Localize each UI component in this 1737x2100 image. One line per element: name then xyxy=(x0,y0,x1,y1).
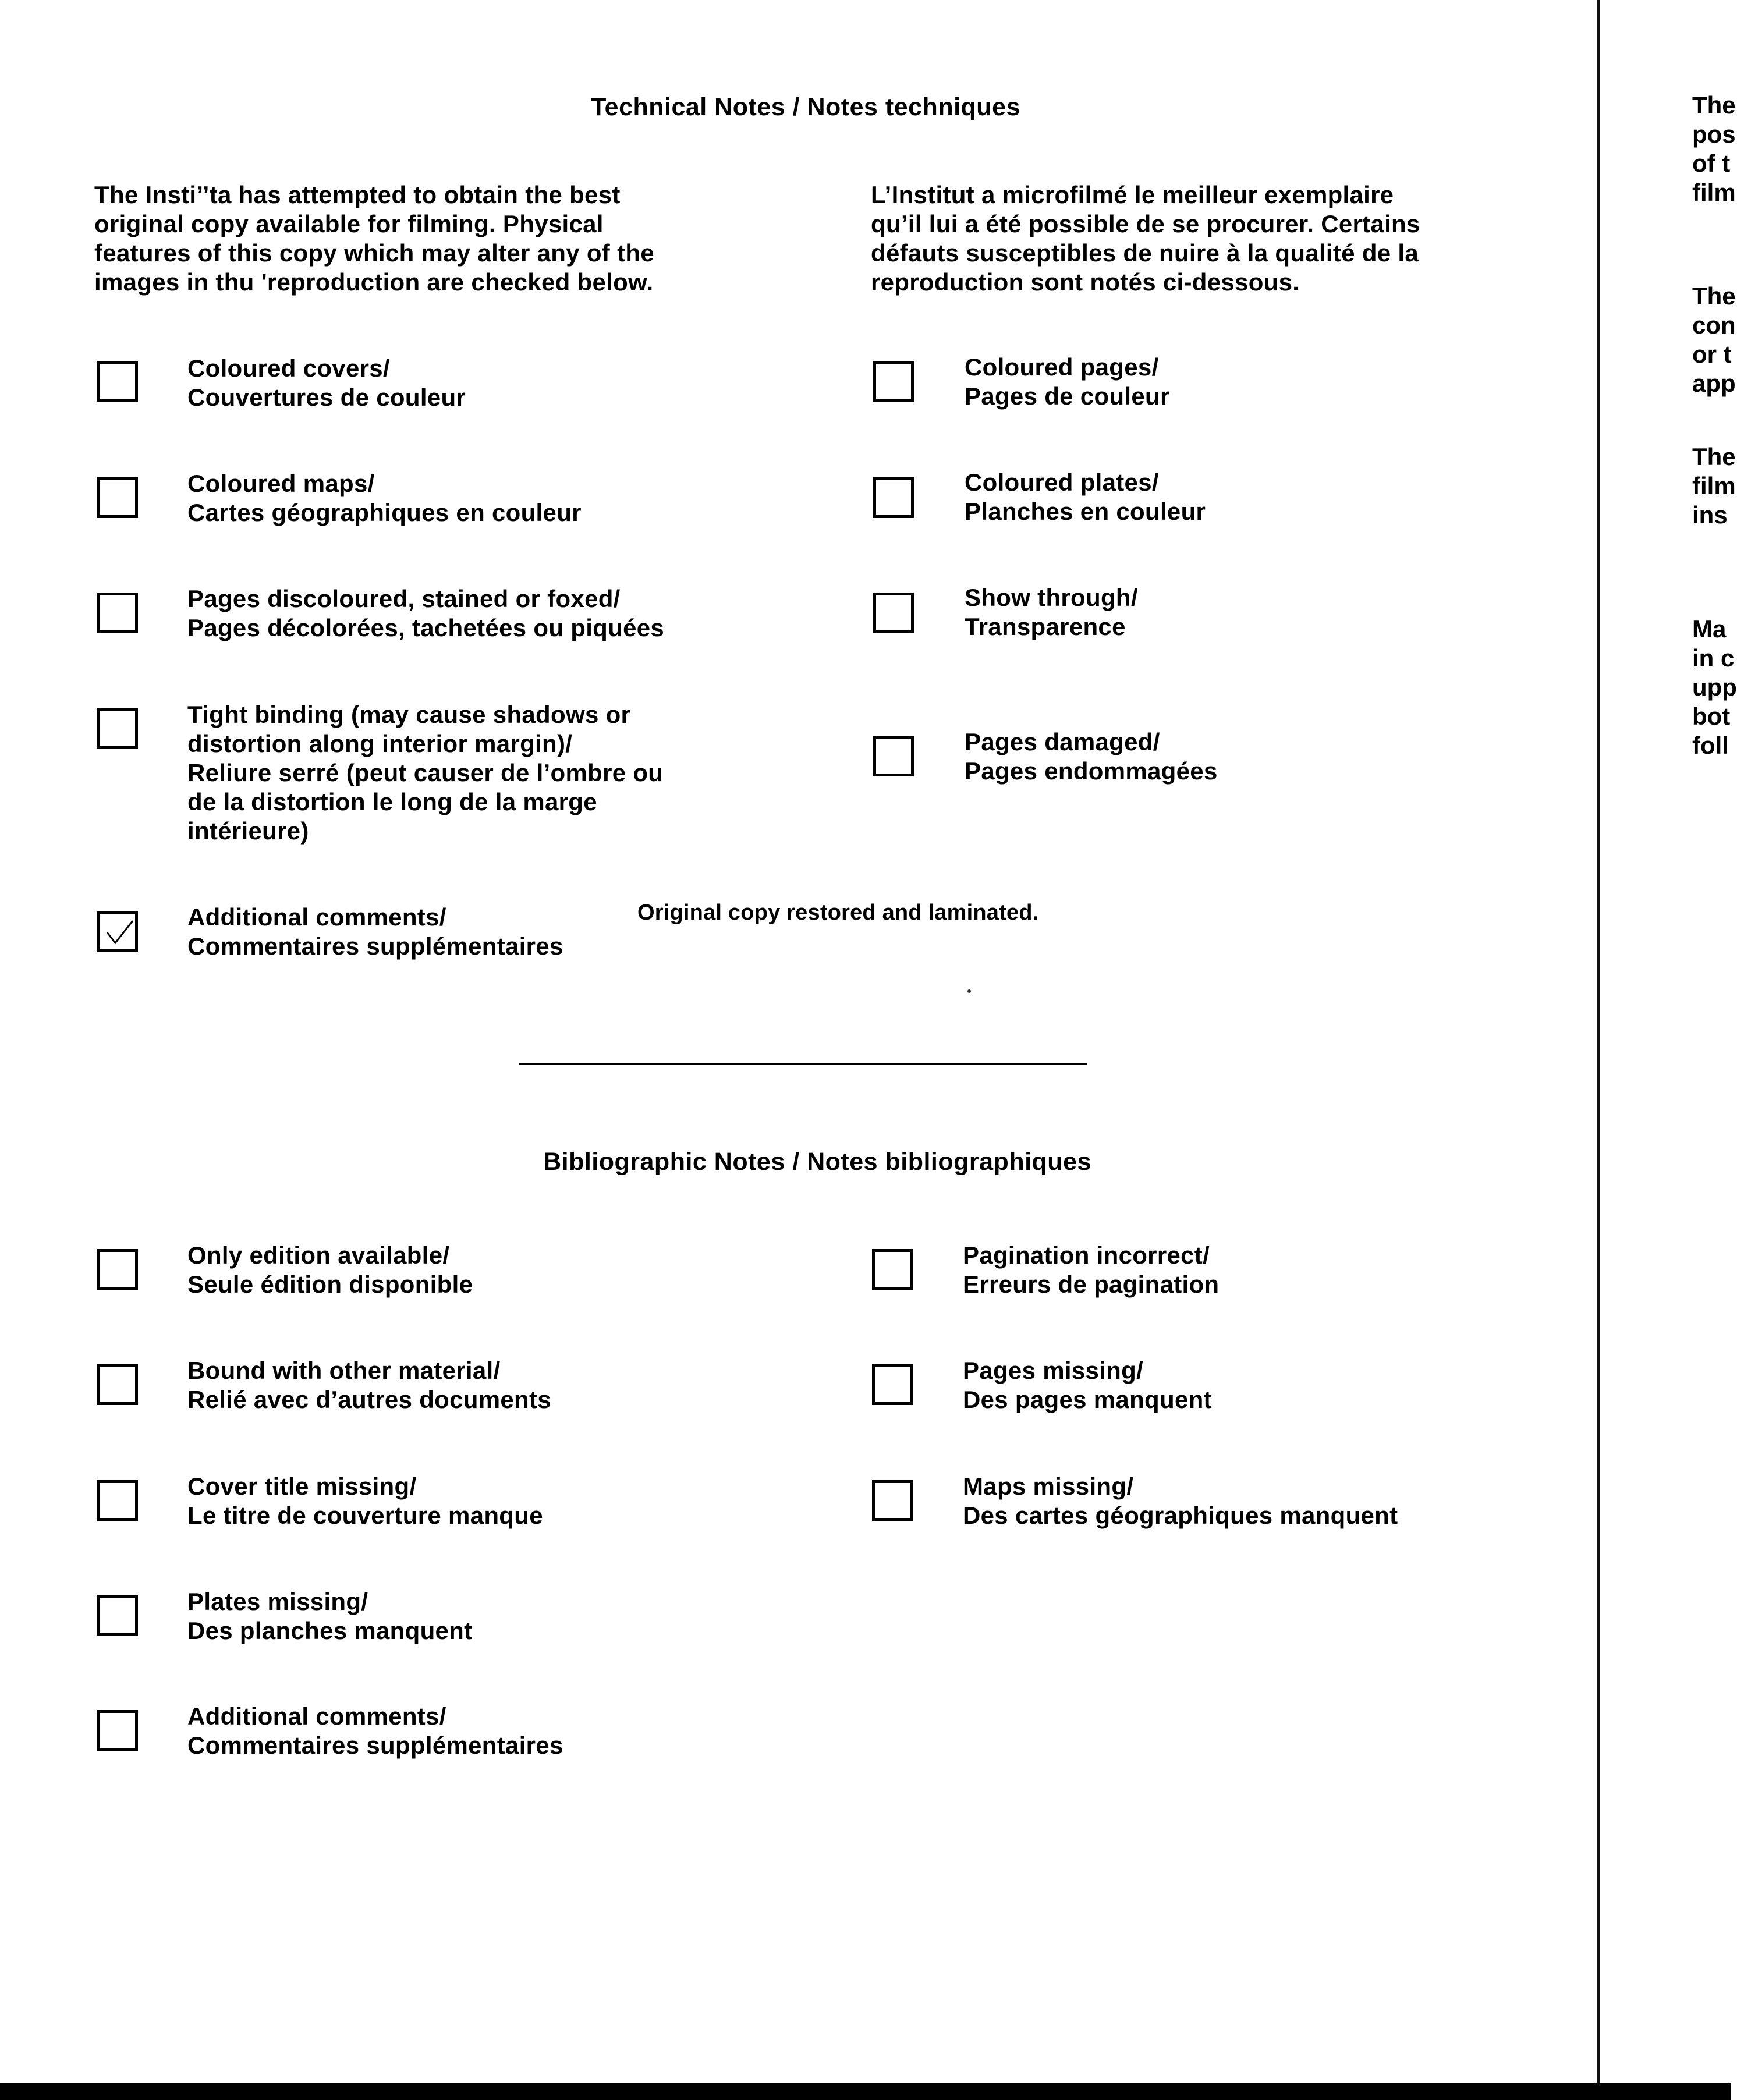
adjacent-line: pos xyxy=(1692,120,1736,148)
item-label-line: Seule édition disponible xyxy=(187,1271,473,1298)
item-label-line: Des pages manquent xyxy=(963,1386,1212,1413)
adjacent-page-block-3 xyxy=(1692,442,1736,530)
adjacent-line: of t xyxy=(1692,150,1731,177)
intro-french-line: qu’il lui a été possible de se procurer. Certains xyxy=(871,210,1420,237)
checkbox-show-through[interactable] xyxy=(873,593,914,633)
dust-speck xyxy=(967,989,971,993)
adjacent-line: bot xyxy=(1692,703,1731,730)
adjacent-line: or t xyxy=(1692,340,1732,368)
adjacent-page-block-2 xyxy=(1692,282,1736,398)
item-coloured-plates xyxy=(965,468,1206,526)
item-label-line: intérieure) xyxy=(187,817,309,845)
item-label-line: Commentaires supplémentaires xyxy=(187,932,563,960)
checkbox-additional-comments-bibliographic[interactable] xyxy=(97,1710,138,1751)
item-label-line: Pages discoloured, stained or foxed/ xyxy=(187,585,621,612)
item-label-line: Transparence xyxy=(965,613,1126,640)
checkbox-coloured-maps[interactable] xyxy=(97,477,138,518)
item-label-line: Commentaires supplémentaires xyxy=(187,1732,563,1759)
checkbox-plates-missing[interactable] xyxy=(97,1595,138,1636)
item-only-edition xyxy=(187,1241,473,1299)
checkbox-maps-missing[interactable] xyxy=(872,1480,913,1521)
adjacent-line: The xyxy=(1692,443,1736,470)
item-label-line: Only edition available/ xyxy=(187,1241,450,1269)
checkbox-pages-missing[interactable] xyxy=(872,1364,913,1405)
intro-english-line: The Insti’’ta has attempted to obtain the best xyxy=(94,181,621,208)
item-additional-comments-technical xyxy=(187,903,563,961)
item-label-line: Additional comments/ xyxy=(187,1702,446,1730)
item-label-line: Reliure serré (peut causer de l’ombre ou xyxy=(187,759,664,786)
bibliographic-notes-heading: Bibliographic Notes / Notes bibliographiques xyxy=(543,1148,1091,1176)
item-label-line: Cartes géographiques en couleur xyxy=(187,499,582,526)
item-coloured-pages xyxy=(965,353,1170,411)
item-plates-missing xyxy=(187,1587,472,1645)
item-label-line: Le titre de couverture manque xyxy=(187,1502,543,1529)
adjacent-page-block-1 xyxy=(1692,91,1736,207)
item-label-line: Des planches manquent xyxy=(187,1617,473,1644)
item-cover-title-missing xyxy=(187,1472,543,1530)
item-label-line: Des cartes géographiques manquent xyxy=(963,1502,1398,1529)
checkbox-coloured-covers[interactable] xyxy=(97,361,138,402)
intro-french-line: défauts susceptibles de nuire à la qualité de la xyxy=(871,239,1419,267)
page-gutter-line xyxy=(1597,0,1600,2083)
checkbox-pages-damaged[interactable] xyxy=(873,736,914,776)
item-label-line: Pages endommagées xyxy=(965,757,1218,785)
adjacent-line: The xyxy=(1692,91,1736,119)
checkbox-additional-comments-technical[interactable] xyxy=(97,911,138,952)
adjacent-line: Ma xyxy=(1692,615,1727,643)
intro-french-line: reproduction sont notés ci-dessous. xyxy=(871,268,1300,296)
item-label-line: Pages missing/ xyxy=(963,1357,1143,1384)
item-label-line: de la distortion le long de la marge xyxy=(187,788,597,815)
item-tight-binding xyxy=(187,700,663,846)
intro-english-line: original copy available for filming. Physical xyxy=(94,210,604,237)
section-separator xyxy=(519,1063,1087,1065)
technical-notes-heading: Technical Notes / Notes techniques xyxy=(591,93,1020,121)
item-maps-missing xyxy=(963,1472,1398,1530)
item-label-line: Pages damaged/ xyxy=(965,728,1160,755)
item-label-line: Coloured maps/ xyxy=(187,470,375,497)
checkbox-pagination-incorrect[interactable] xyxy=(872,1249,913,1290)
checkbox-only-edition[interactable] xyxy=(97,1249,138,1290)
item-additional-comments-bibliographic xyxy=(187,1702,563,1760)
item-coloured-maps xyxy=(187,469,582,527)
item-label-line: Additional comments/ xyxy=(187,903,446,931)
comment-note: Original copy restored and laminated. xyxy=(637,900,1039,925)
item-label-line: Pages décolorées, tachetées ou piquées xyxy=(187,614,665,641)
checkmark-icon xyxy=(105,917,135,948)
item-pages-damaged xyxy=(965,728,1218,786)
item-label-line: Relié avec d’autres documents xyxy=(187,1386,551,1413)
item-pagination-incorrect xyxy=(963,1241,1219,1299)
item-label-line: distortion along interior margin)/ xyxy=(187,730,573,757)
adjacent-line: The xyxy=(1692,282,1736,310)
adjacent-line: upp xyxy=(1692,673,1737,701)
item-bound-with xyxy=(187,1356,551,1414)
item-label-line: Couvertures de couleur xyxy=(187,384,466,411)
item-label-line: Bound with other material/ xyxy=(187,1357,501,1384)
item-pages-missing xyxy=(963,1356,1212,1414)
checkbox-coloured-plates[interactable] xyxy=(873,477,914,518)
intro-english xyxy=(94,180,654,297)
adjacent-line: film xyxy=(1692,179,1736,206)
item-label-line: Tight binding (may cause shadows or xyxy=(187,701,631,728)
adjacent-line: film xyxy=(1692,472,1736,499)
intro-french xyxy=(871,180,1420,297)
adjacent-line: ins xyxy=(1692,501,1728,528)
film-edge-bar xyxy=(0,2083,1731,2100)
item-label-line: Maps missing/ xyxy=(963,1473,1134,1500)
item-show-through xyxy=(965,583,1138,641)
checkbox-bound-with[interactable] xyxy=(97,1364,138,1405)
item-label-line: Pagination incorrect/ xyxy=(963,1241,1210,1269)
item-label-line: Erreurs de pagination xyxy=(963,1271,1220,1298)
checkbox-cover-title-missing[interactable] xyxy=(97,1480,138,1521)
adjacent-page-block-4 xyxy=(1692,615,1737,760)
adjacent-line: foll xyxy=(1692,732,1729,759)
adjacent-line: app xyxy=(1692,370,1736,397)
item-label-line: Coloured covers/ xyxy=(187,354,390,382)
item-label-line: Pages de couleur xyxy=(965,382,1170,410)
intro-english-line: images in thu 'reproduction are checked below. xyxy=(94,268,654,296)
adjacent-line: con xyxy=(1692,311,1736,339)
item-label-line: Planches en couleur xyxy=(965,498,1206,525)
item-label-line: Cover title missing/ xyxy=(187,1473,417,1500)
intro-english-line: features of this copy which may alter any of the xyxy=(94,239,654,267)
checkbox-tight-binding[interactable] xyxy=(97,708,138,749)
checkbox-coloured-pages[interactable] xyxy=(873,361,914,402)
checkbox-pages-discoloured[interactable] xyxy=(97,593,138,633)
item-coloured-covers xyxy=(187,354,466,412)
item-label-line: Coloured pages/ xyxy=(965,353,1159,381)
item-label-line: Coloured plates/ xyxy=(965,469,1159,496)
adjacent-line: in c xyxy=(1692,644,1735,672)
item-label-line: Show through/ xyxy=(965,584,1138,611)
item-label-line: Plates missing/ xyxy=(187,1588,368,1615)
intro-french-line: L’Institut a microfilmé le meilleur exemplaire xyxy=(871,181,1394,208)
item-pages-discoloured xyxy=(187,584,664,643)
